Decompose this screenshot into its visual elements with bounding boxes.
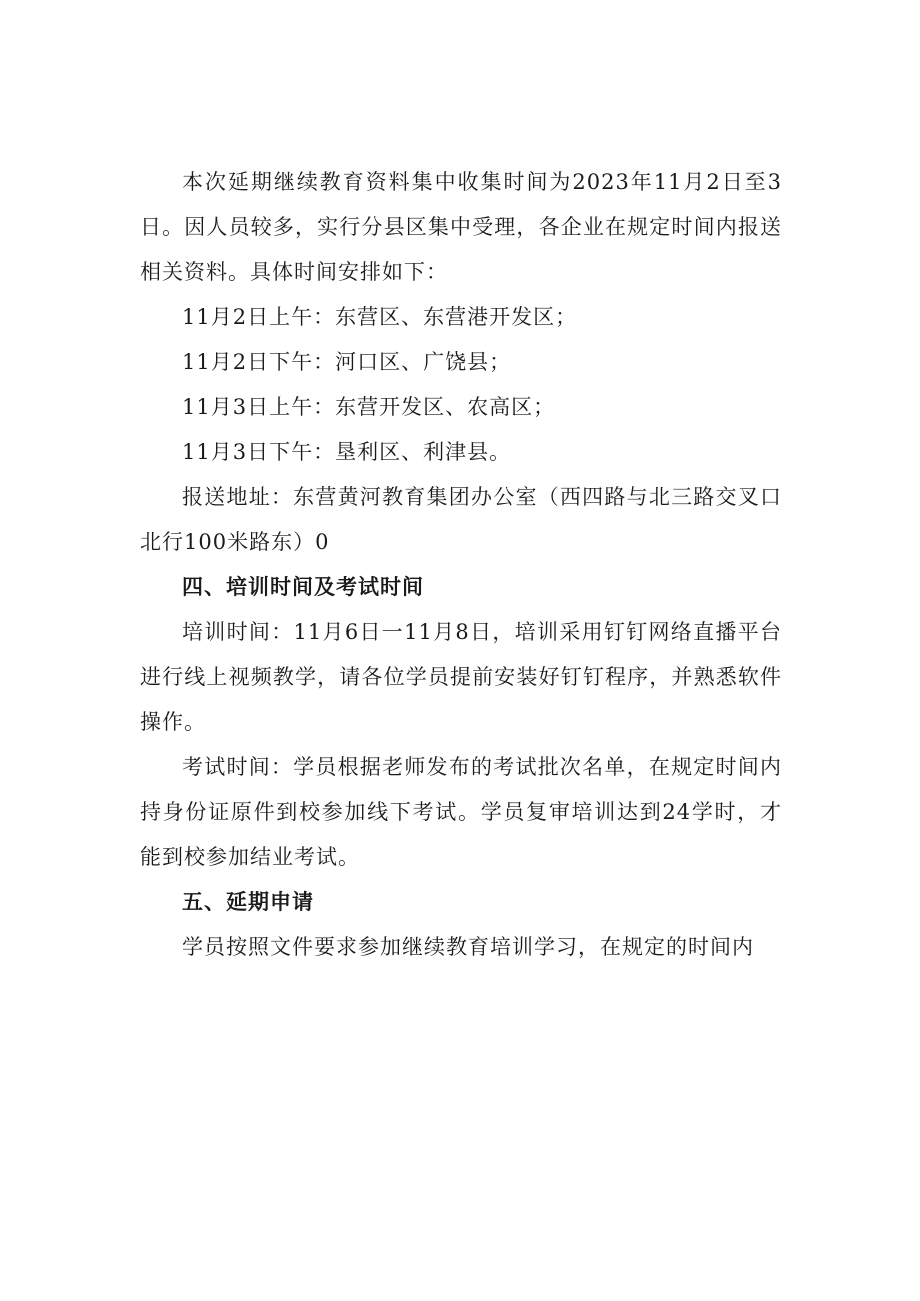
schedule-item: 11月3日上午：东营开发区、农高区； <box>182 395 556 419</box>
training-time-paragraph: 培训时间：11月6日一11月8日，培训采用钉钉网络直播平台进行线上视频教学，请各位学员提前安装好钉钉程序，并熟悉软件操作。 <box>140 620 782 734</box>
schedule-item: 11月2日下午：河口区、广饶县； <box>182 350 512 374</box>
collection-intro-paragraph: 本次延期继续教育资料集中收集时间为2023年11月2日至3日。因人员较多，实行分县区集中受理，各企业在规定时间内报送相关资料。具体时间安排如下： <box>140 170 782 284</box>
section-four-heading: 四、培训时间及考试时间 <box>182 575 424 599</box>
application-paragraph: 学员按照文件要求参加继续教育培训学习，在规定的时间内 <box>182 935 754 959</box>
section-five-heading: 五、延期申请 <box>182 890 314 914</box>
exam-time-paragraph: 考试时间：学员根据老师发布的考试批次名单，在规定时间内持身份证原件到校参加线下考试。学员复审培训达到24学时，才能到校参加结业考试。 <box>140 755 782 869</box>
address-paragraph: 报送地址：东营黄河教育集团办公室（西四路与北三路交叉口北行100米路东）0 <box>140 485 782 554</box>
schedule-item: 11月3日下午：垦利区、利津县。 <box>182 440 512 464</box>
document-page <box>140 160 782 970</box>
schedule-item: 11月2日上午：东营区、东营港开发区； <box>182 305 578 329</box>
